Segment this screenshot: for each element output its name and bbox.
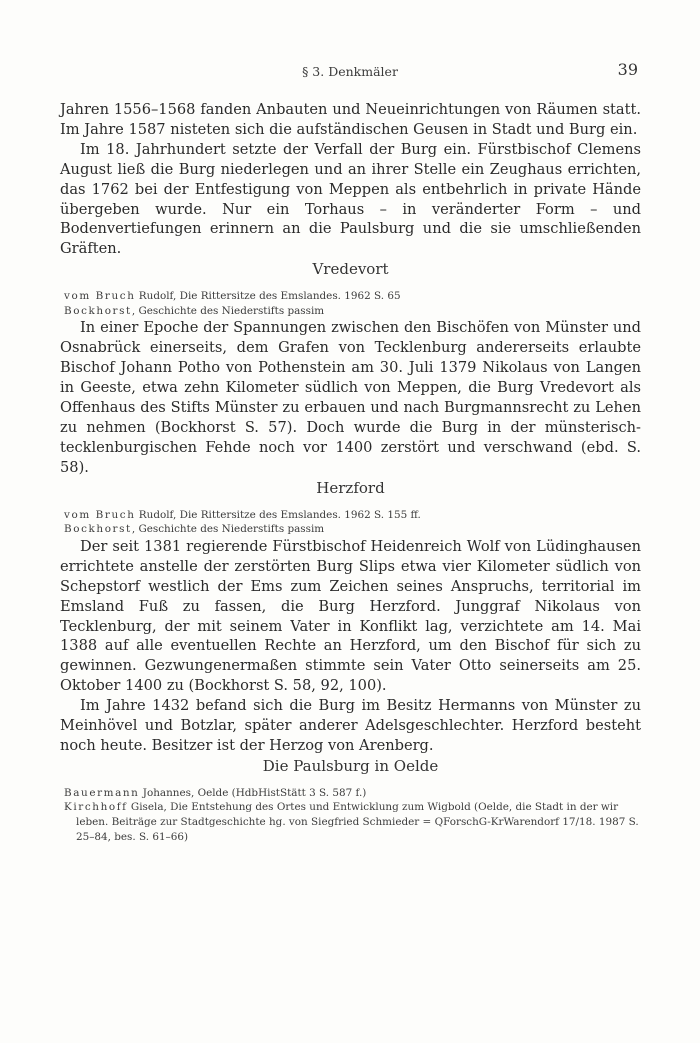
- reference-entry: [64, 786, 641, 801]
- page-number: 39: [617, 60, 638, 79]
- reference-author: Kirchhoff: [64, 801, 128, 814]
- reference-list: [64, 786, 641, 844]
- intro-paragraph: Im 18. Jahrhundert setzte der Verfall der Burg ein. Fürstbischof Clemens August ließ die Burg niederlegen und an ihrer Stelle ein Zeughaus errichten, das 1762 bei der Entfestigung von Meppen als entbehrlich in private Hände übergeben wurde. Nur ein Torhaus – in veränderter Form – und Bodenvertiefungen erinnern an die Paulsburg und die sie umschließenden Gräften.: [60, 140, 641, 258]
- running-head-title: § 3. Denkmäler: [302, 64, 398, 79]
- reference-text: , Geschichte des Niederstifts passim: [131, 304, 325, 317]
- reference-list: [64, 289, 641, 318]
- reference-author: vom Bruch: [64, 508, 136, 521]
- reference-text: Johannes, Oelde (HdbHistStätt 3 S. 587 f.): [139, 786, 367, 799]
- page-body: [60, 100, 641, 844]
- running-head: [60, 60, 640, 84]
- section-heading-paulsburg-oelde: Die Paulsburg in Oelde: [262, 756, 439, 775]
- reference-author: Bockhorst: [64, 523, 132, 536]
- section-heading-herzford: Herzford: [316, 478, 385, 497]
- reference-entry: [64, 522, 641, 537]
- body-paragraph: In einer Epoche der Spannungen zwischen den Bischöfen von Münster und Osnabrück einerseits, dem Grafen von Tecklenburg andererseits erlaubte Bischof Johann Potho von Pothenstein am 30. Juli 1379 Nikolaus von Langen in Geeste, etwa zehn Kilometer südlich von Meppen, die Burg Vredevort als Offenhaus des Stifts Münster zu erbauen und nach Burgmannsrecht zu Lehen zu nehmen (Bockhorst S. 57). Doch wurde die Burg in der münsterisch-tecklenburgischen Fehde noch vor 1400 zerstört und verschwand (ebd. S. 58).: [60, 319, 641, 476]
- reference-entry: [64, 508, 641, 523]
- reference-author: Bockhorst: [64, 304, 132, 317]
- reference-entry: [64, 800, 641, 844]
- body-paragraph: Im Jahre 1432 befand sich die Burg im Besitz Hermanns von Münster zu Meinhövel und Botzlar, später anderer Adelsgeschlechter. Herzford besteht noch heute. Besitzer ist der Herzog von Arenberg.: [60, 697, 641, 754]
- reference-text: Gisela, Die Entstehung des Ortes und Entwicklung zum Wigbold (Oelde, die Stadt in der wir leben. Beiträge zur Stadtgeschichte hg. von Siegfried Schmieder = QForschG-KrWarendorf 17/18. 1987 S. 25–84, bes. S. 61–66): [76, 801, 639, 843]
- reference-text: Rudolf, Die Rittersitze des Emslandes. 1962 S. 65: [135, 290, 401, 303]
- reference-author: Bauermann: [64, 786, 140, 799]
- intro-paragraph: Jahren 1556–1568 fanden Anbauten und Neueinrichtungen von Räumen statt. Im Jahre 1587 nisteten sich die aufständischen Geusen in Stadt und Burg ein.: [60, 101, 641, 138]
- reference-text: Rudolf, Die Rittersitze des Emslandes. 1962 S. 155 ff.: [135, 508, 421, 521]
- body-paragraph: Der seit 1381 regierende Fürstbischof Heidenreich Wolf von Lüdinghausen errichtete anstelle der zerstörten Burg Slips etwa vier Kilometer südlich von Schepstorf westlich der Ems zum Zeichen seines Anspruchs, territorial im Emsland Fuß zu fassen, die Burg Herzford. Junggraf Nikolaus von Tecklenburg, der mit seinem Vater in Konflikt lag, verzichtete am 14. Mai 1388 auf alle eventuellen Rechte an Herzford, um den Bischof für sich zu gewinnen. Gezwungenermaßen stimmte sein Vater Otto seinerseits am 25. Oktober 1400 zu (Bockhorst S. 58, 92, 100).: [60, 537, 641, 695]
- reference-text: , Geschichte des Niederstifts passim: [131, 523, 325, 536]
- section-heading-vredevort: Vredevort: [312, 260, 389, 279]
- reference-author: vom Bruch: [64, 290, 136, 303]
- reference-entry: [64, 289, 641, 304]
- reference-entry: [64, 304, 641, 319]
- reference-list: [64, 508, 641, 537]
